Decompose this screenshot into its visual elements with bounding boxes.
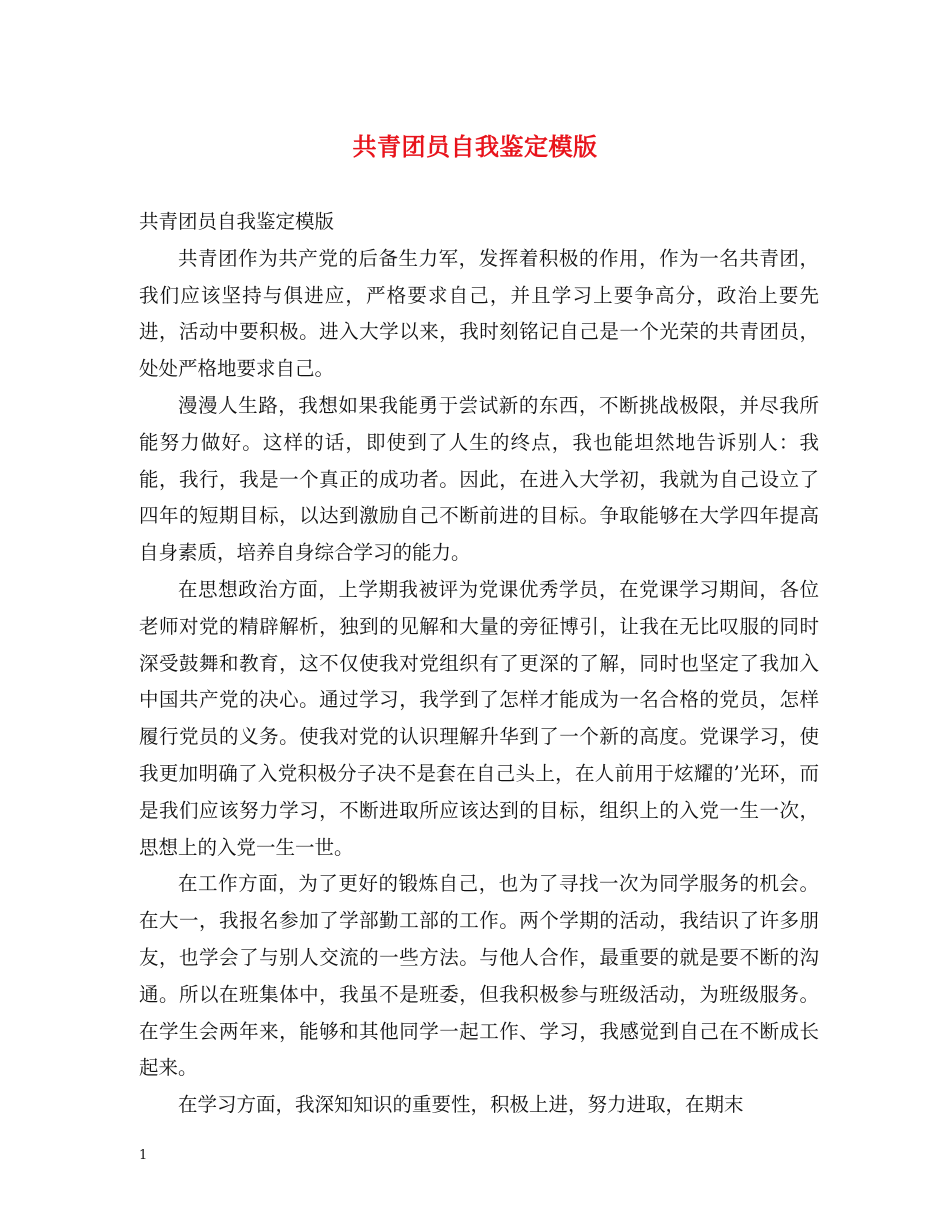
paragraph-4: 在工作方面，为了更好的锻炼自己，也为了寻找一次为同学服务的机会。在大一，我报名参加了学部勤工部的工作。两个学期的活动，我结识了许多朋友，也学会了与别人交流的一些方法。与他人合作，最重要的就是要不断的沟通。所以在班集体中，我虽不是班委，但我积极参与班级活动，为班级服务。在学生会两年来，能够和其他同学一起工作、学习，我感觉到自己在不断成长起来。 bbox=[139, 872, 819, 1080]
document-subtitle: 共青团员自我鉴定模版 bbox=[139, 210, 335, 233]
paragraph-1: 共青团作为共产党的后备生力军，发挥着积极的作用，作为一名共青团，我们应该坚持与俱进应，严格要求自己，并且学习上要争高分，政治上要先进，活动中要积极。进入大学以来，我时刻铭记自己是一个光荣的共青团员，处处严格地要求自己。 bbox=[139, 246, 819, 381]
document-body bbox=[139, 204, 819, 1124]
paragraph-3: 在思想政治方面，上学期我被评为党课优秀学员，在党课学习期间，各位老师对党的精辟解析，独到的见解和大量的旁征博引，让我在无比叹服的同时深受鼓舞和教育，这不仅使我对党组织有了更深的了解，同时也坚定了我加入中国共产党的决心。通过学习，我学到了怎样才能成为一名合格的党员，怎样履行党员的义务。使我对党的认识理解升华到了一个新的高度。党课学习，使我更加明确了入党积极分子决不是套在自己头上，在人前用于炫耀的’光环，而是我们应该努力学习，不断进取所应该达到的目标，组织上的入党一生一次，思想上的入党一生一世。 bbox=[139, 577, 819, 859]
paragraph-2: 漫漫人生路，我想如果我能勇于尝试新的东西，不断挑战极限，并尽我所能努力做好。这样的话，即使到了人生的终点，我也能坦然地告诉别人：我能，我行，我是一个真正的成功者。因此，在进入大学初，我就为自己设立了四年的短期目标，以达到激励自己不断前进的目标。争取能够在大学四年提高自身素质，培养自身综合学习的能力。 bbox=[139, 393, 819, 565]
document-title: 共青团员自我鉴定模版 bbox=[352, 132, 598, 161]
page-number: 1 bbox=[139, 1148, 148, 1163]
paragraph-5: 在学习方面，我深知知识的重要性，积极上进，努力进取，在期末 bbox=[178, 1093, 744, 1117]
